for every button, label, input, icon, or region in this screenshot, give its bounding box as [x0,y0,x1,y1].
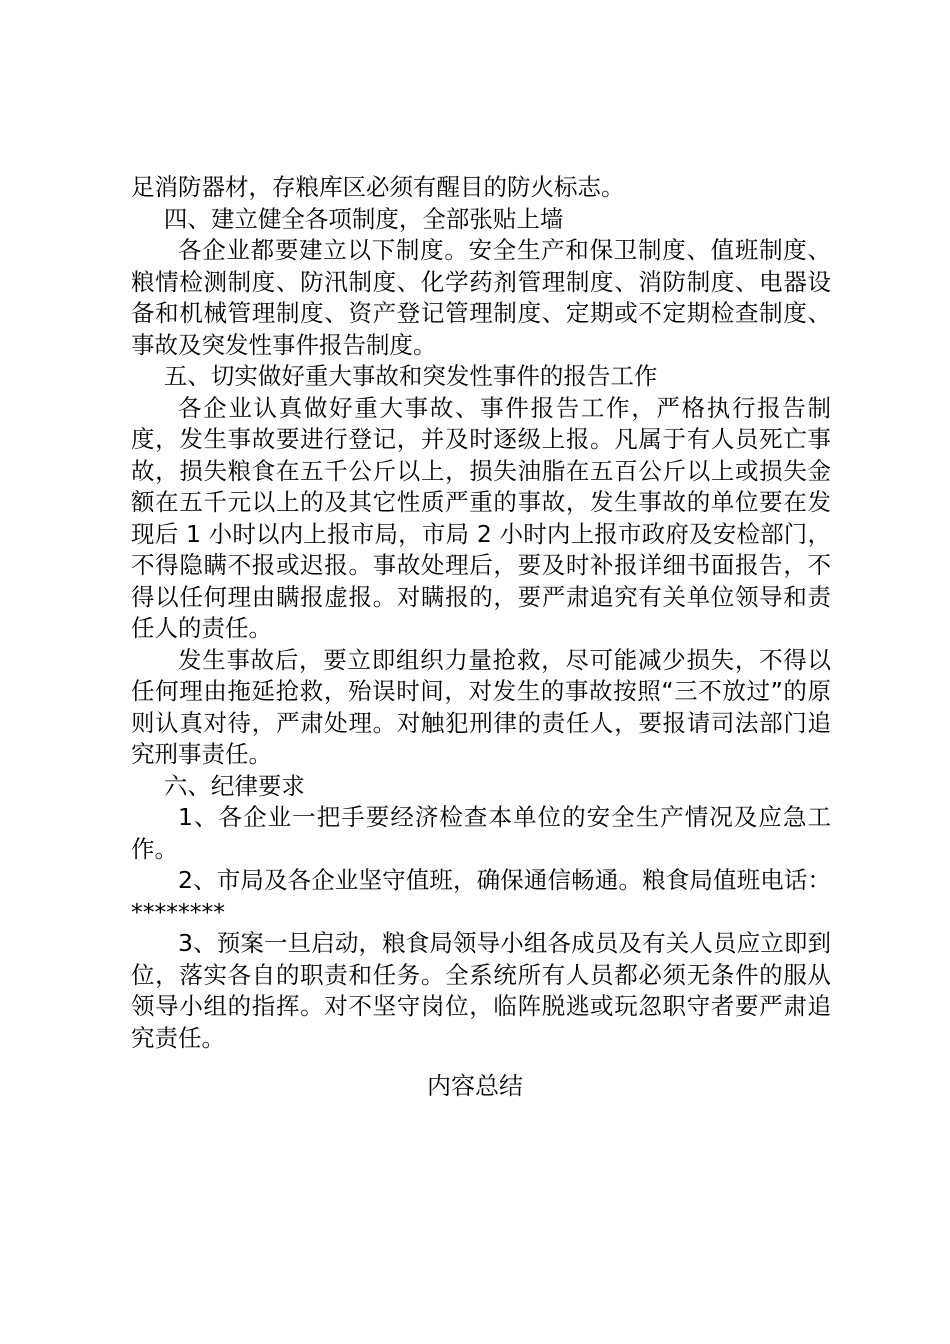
paragraph-continued: 足消防器材，存粮库区必须有醒目的防火标志。 [131,173,625,201]
paragraph-reporting: 各企业认真做好重大事故、事件报告工作，严格执行报告制度，发生事故要进行登记，并及时逐级上报。凡属于有人员死亡事故，损失粮食在五千公斤以上，损失油脂在五百公斤以上或损失金额在五千元以上的及其它性质严重的事故，发生事故的单位要在发现后 1 小时以内上报市局，市局 2 小时内上报市政府及安检部门，不得隐瞒不报或迟报。事故处理后，要及时补报详细书面报告，不得以任何理由瞒报虚报。对瞒报的，要严肃追究有关单位领导和责任人的责任。 [131,393,831,642]
paragraph-regulations: 各企业都要建立以下制度。安全生产和保卫制度、值班制度、粮情检测制度、防汛制度、化学药剂管理制度、消防制度、电器设备和机械管理制度、资产登记管理制度、定期或不定期检查制度、事故及突发性事件报告制度。 [131,236,831,359]
section-heading-4: 四、建立健全各项制度，全部张贴上墙 [163,204,564,233]
section-heading-6: 六、纪律要求 [163,771,305,800]
discipline-item-2: 2、市局及各企业坚守值班，确保通信畅通。粮食局值班电话：******** [131,866,831,926]
section-heading-5: 五、切实做好重大事故和突发性事件的报告工作 [163,362,658,390]
discipline-item-1: 1、各企业一把手要经济检查本单位的安全生产情况及应急工作。 [131,803,831,863]
discipline-item-3: 3、预案一旦启动，粮食局领导小组各成员及有关人员应立即到位，落实各自的职责和任务。全系统所有人员都必须无条件的服从领导小组的指挥。对不坚守岗位，临阵脱逃或玩忽职守者要严肃追究责任。 [131,929,831,1052]
summary-title: 内容总结 [427,1072,523,1100]
paragraph-rescue: 发生事故后，要立即组织力量抢救，尽可能减少损失，不得以任何理由拖延抢救，殆误时间，对发生的事故按照“三不放过”的原则认真对待，严肃处理。对触犯刑律的责任人，要报请司法部门追究刑事责任。 [131,645,831,768]
document-body [131,172,831,1054]
